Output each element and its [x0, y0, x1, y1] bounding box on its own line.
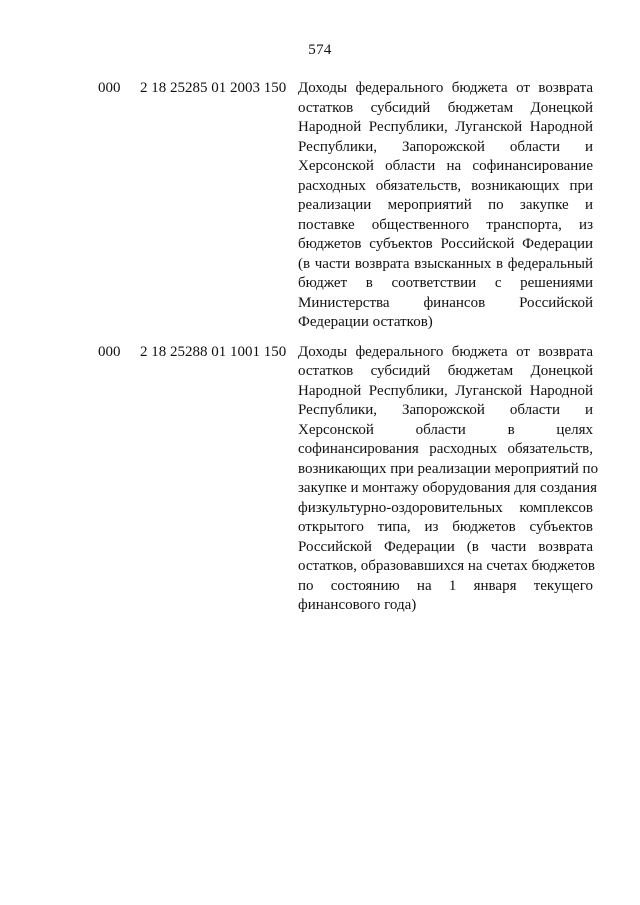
description-line: софинансирования расходных обязательств,	[298, 441, 593, 457]
budget-classification-code: 2 18 25288 01 1001 150	[140, 343, 287, 360]
page-number: 574	[308, 42, 332, 58]
description-line: (в части возврата взысканных в федеральный	[298, 255, 593, 272]
description-line: Федерации остатков)	[298, 314, 433, 330]
budget-classification-list	[0, 79, 640, 626]
description-line: возникающих при реализации мероприятий по	[298, 460, 599, 477]
description-line: Доходы федерального бюджета от возврата	[298, 343, 593, 360]
income-description	[298, 79, 593, 333]
description-line: Министерства финансов Российской	[298, 294, 593, 311]
administrator-code: 000	[98, 343, 121, 360]
budget-classification-code: 2 18 25285 01 2003 150	[140, 80, 287, 96]
classification-entry	[0, 343, 640, 616]
description-line: Херсонской области в целях	[298, 421, 593, 438]
income-description	[298, 343, 599, 616]
description-line: поставке общественного транспорта, из	[298, 216, 593, 233]
description-line: закупке и монтажу оборудования для создания	[298, 480, 598, 496]
description-line: по состоянию на 1 января текущего	[298, 577, 593, 594]
description-line: остатков субсидий бюджетам Донецкой	[298, 363, 593, 379]
description-line: расходных обязательств, возникающих при	[298, 177, 593, 194]
description-line: реализации мероприятий по закупке и	[298, 197, 593, 213]
description-line: Херсонской области на софинансирование	[298, 158, 593, 174]
description-line: Народной Республики, Луганской Народной	[298, 119, 593, 135]
description-line: Республики, Запорожской области и	[298, 402, 593, 418]
description-line: остатков, образовавшихся на счетах бюджетов	[298, 558, 596, 574]
description-line: финансового года)	[298, 597, 417, 613]
administrator-code: 000	[98, 80, 121, 96]
description-line: открытого типа, из бюджетов субъектов	[298, 519, 593, 535]
description-line: Доходы федерального бюджета от возврата	[298, 80, 593, 96]
description-line: Народной Республики, Луганской Народной	[298, 382, 593, 399]
description-line: Российской Федерации (в части возврата	[298, 538, 593, 555]
description-line: физкультурно-оздоровительных комплексов	[298, 499, 593, 516]
description-line: остатков субсидий бюджетам Донецкой	[298, 99, 593, 116]
description-line: Республики, Запорожской области и	[298, 138, 593, 155]
description-line: бюджетов субъектов Российской Федерации	[298, 236, 593, 252]
classification-entry	[0, 79, 640, 333]
description-line: бюджет в соответствии с решениями	[298, 275, 593, 291]
